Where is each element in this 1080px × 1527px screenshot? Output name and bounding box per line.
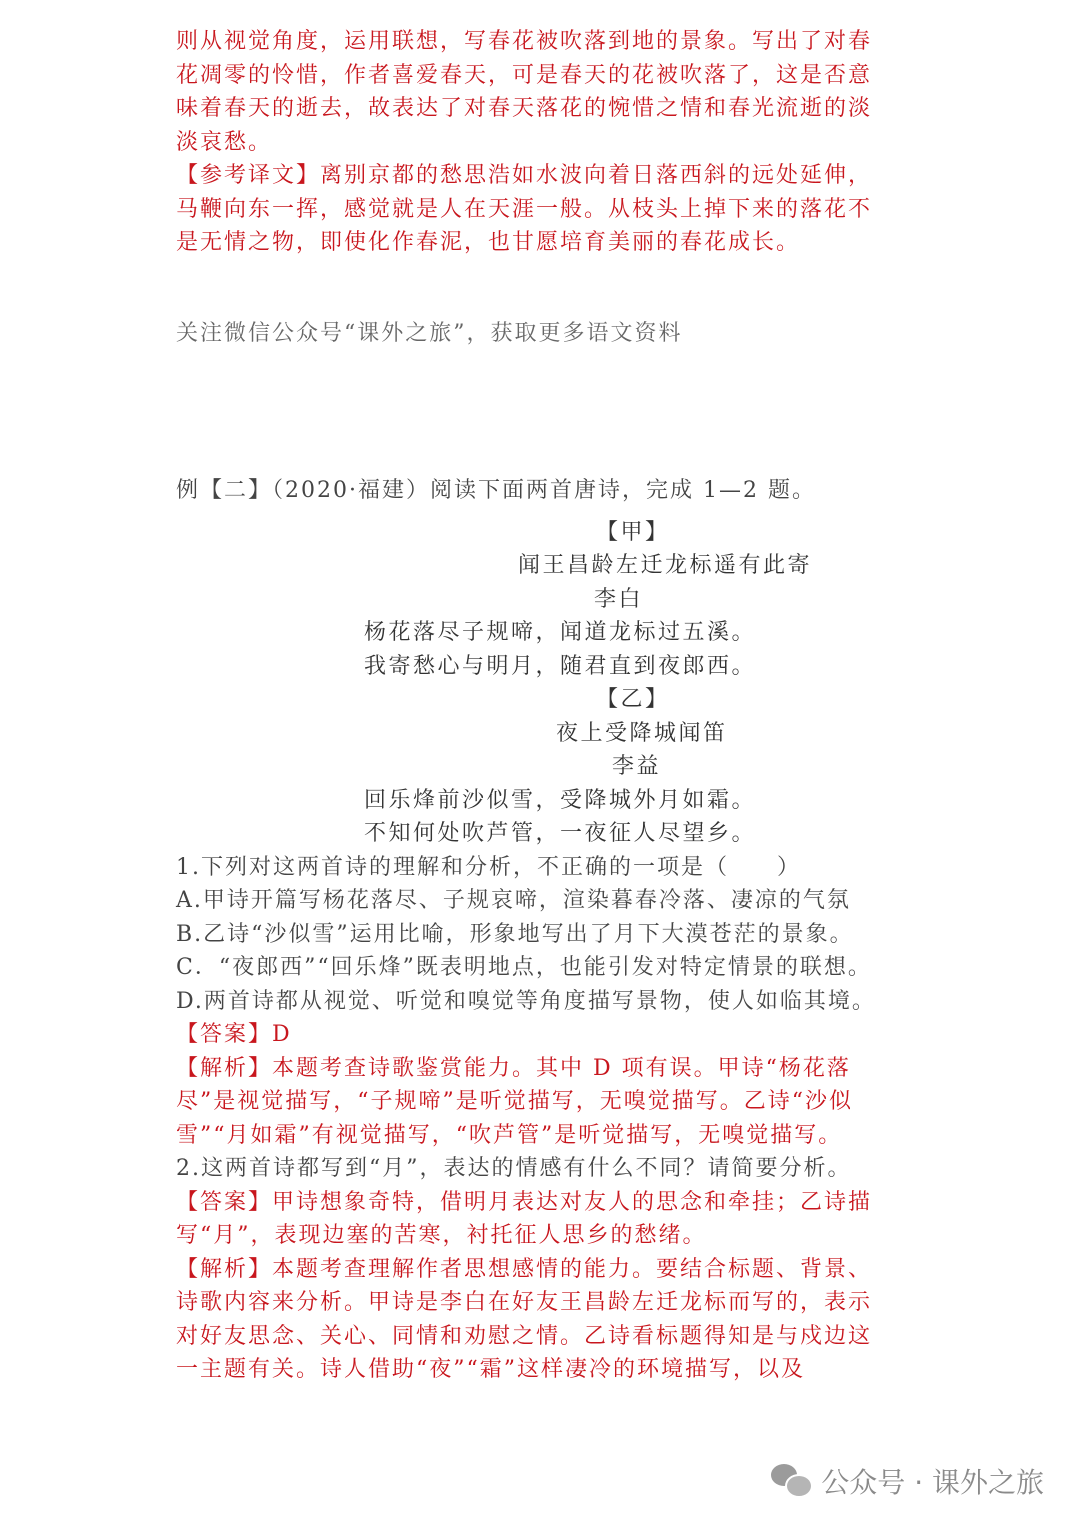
q2-stem: 2.这两首诗都写到“月”，表达的情感有什么不同？请简要分析。 xyxy=(176,1156,852,1181)
q1-option-a: A.甲诗开篇写杨花落尽、子规哀啼，渲染暮春冷落、凄凉的气氛 xyxy=(176,888,851,913)
poem-b-tag: 【乙】 xyxy=(596,687,670,712)
wechat-icon xyxy=(771,1464,811,1498)
q1-option-d: D.两首诗都从视觉、听觉和嗅觉等角度描写景物，使人如临其境。 xyxy=(176,988,876,1014)
q1-stem: 1.下列对这两首诗的理解和分析，不正确的一项是（ ） xyxy=(176,854,801,880)
poem-b-author: 李益 xyxy=(612,754,662,779)
watermark-text: 公众号 · 课外之旅 xyxy=(821,1466,1044,1499)
top-section xyxy=(176,25,888,260)
question-2 xyxy=(176,1152,888,1387)
example-heading: 例【二】（2020·福建）阅读下面两首唐诗，完成 1—2 题。 xyxy=(176,478,816,503)
poem-a xyxy=(176,516,888,684)
q2-analysis: 【解析】本题考查理解作者思想感情的能力。要结合标题、背景、诗歌内容来分析。甲诗是李白在好友王昌龄左迁龙标而写的，表示对好友思念、关心、同情和劝慰之情。乙诗看标题得知是与戍边这一主题有关。诗人借助“夜”“霜”这样凄冷的环境描写，以及 xyxy=(176,1256,873,1382)
poem-b-line-1: 回乐烽前沙似雪，受降城外月如霜。 xyxy=(364,787,757,813)
poem-a-line-1: 杨花落尽子规啼，闻道龙标过五溪。 xyxy=(364,620,757,645)
poem-b-title: 夜上受降城闻笛 xyxy=(556,720,728,746)
poem-a-author: 李白 xyxy=(594,586,644,612)
question-1 xyxy=(176,851,888,1153)
poem-b xyxy=(176,683,888,851)
poem-a-title: 闻王昌龄左迁龙标遥有此寄 xyxy=(518,553,813,578)
analysis-tail: 则从视觉角度，运用联想，写春花被吹落到地的景象。写出了对春花凋零的怜惜，作者喜爱春天，可是春天的花被吹落了，这是否意味着春天的逝去，故表达了对春天落花的惋惜之情和春光流逝的淡淡哀愁。 xyxy=(176,29,873,155)
poem-a-tag: 【甲】 xyxy=(596,519,670,545)
example-section xyxy=(176,474,888,1387)
q1-answer: 【答案】D xyxy=(176,1022,292,1047)
q1-option-c: C．“夜郎西”“回乐烽”既表明地点，也能引发对特定情景的联想。 xyxy=(176,955,872,980)
watermark xyxy=(771,1461,1044,1501)
translation-label: 【参考译文】 xyxy=(176,163,321,188)
translation xyxy=(176,159,888,260)
translation-text: 离别京都的愁思浩如水波向着日落西斜的远处延伸，马鞭向东一挥，感觉就是人在天涯一般。从枝头上掉下来的落花不是无情之物，即使化作春泥，也甘愿培育美丽的春花成长。 xyxy=(176,163,873,255)
poem-a-line-2: 我寄愁心与明月，随君直到夜郎西。 xyxy=(364,653,757,679)
q1-analysis: 【解析】本题考查诗歌鉴赏能力。其中 D 项有误。甲诗“杨花落尽”是视觉描写，“子规啼”是听觉描写，无嗅觉描写。乙诗“沙似雪”“月如霜”有视觉描写，“吹芦管”是听觉描写，无嗅觉描写。 xyxy=(176,1055,853,1148)
poem-b-line-2: 不知何处吹芦管，一夜征人尽望乡。 xyxy=(364,821,757,846)
q1-option-b: B.乙诗“沙似雪”运用比喻，形象地写出了月下大漠苍茫的景象。 xyxy=(176,921,854,947)
promo-text: 关注微信公众号“课外之旅”，获取更多语文资料 xyxy=(176,321,683,346)
q2-answer: 【答案】甲诗想象奇特，借明月表达对友人的思念和牵挂；乙诗描写“月”，表现边塞的苦寒，衬托征人思乡的愁绪。 xyxy=(176,1189,873,1248)
